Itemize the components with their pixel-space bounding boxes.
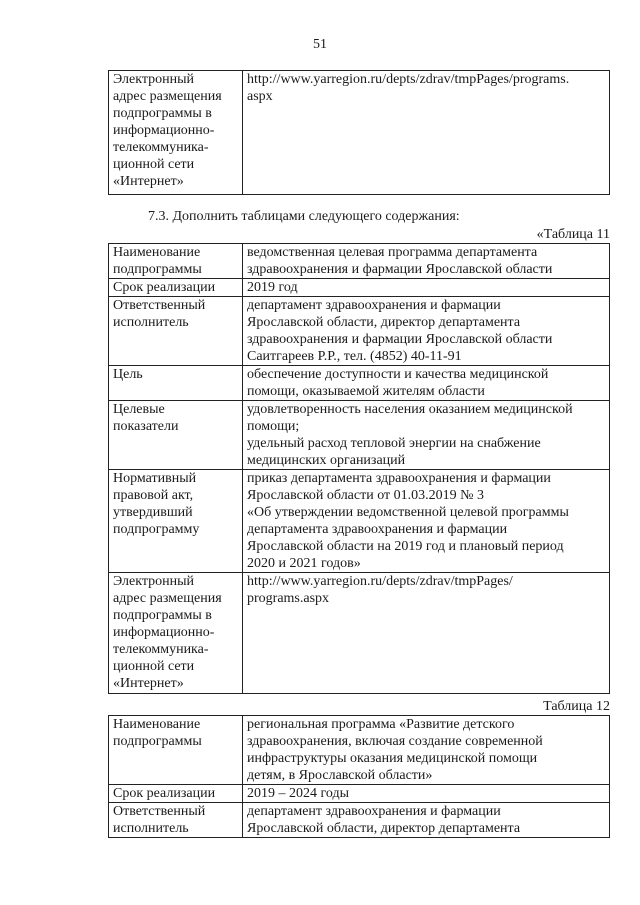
cell-text: Нормативный правовой акт, утвердивший подпрограмму: [113, 471, 200, 537]
table-cell-label: [109, 279, 243, 297]
table-row: [109, 244, 610, 279]
table-cell-value: [243, 785, 610, 803]
table-11: [108, 243, 610, 694]
table-row: [109, 803, 610, 838]
cell-text: Наименование подпрограммы: [113, 717, 202, 749]
table-row: [109, 71, 610, 195]
table-cell-value: [243, 297, 610, 366]
table-row: [109, 470, 610, 573]
table-cell-value: [243, 71, 610, 195]
table-row: [109, 279, 610, 297]
table-cell-label: [109, 716, 243, 785]
table-12: [108, 715, 610, 838]
table-cell-label: [109, 470, 243, 573]
table-cell-value: [243, 573, 610, 694]
cell-text: ведомственная целевая программа департамента здравоохранения и фармации Ярославской области: [247, 245, 553, 277]
table-cell-label: [109, 401, 243, 470]
cell-text: 2019 год: [247, 280, 298, 295]
table-cell-value: [243, 366, 610, 401]
cell-text: Целевые показатели: [113, 402, 179, 434]
table-cell-label: [109, 785, 243, 803]
cell-text: департамент здравоохранения и фармации Ярославской области, директор департамента: [247, 804, 521, 836]
table-cell-value: [243, 279, 610, 297]
table-cell-value: [243, 401, 610, 470]
page-number: 51: [313, 37, 327, 52]
table12-caption: Таблица 12: [543, 699, 610, 714]
table-row: [109, 785, 610, 803]
table-top: [108, 70, 610, 195]
table-cell-label: [109, 297, 243, 366]
cell-text: приказ департамента здравоохранения и фармации Ярославской области от 01.03.2019 № 3 «Об утверждении ведомственной целевой программы департамента здравоохранения и фармации Ярославской области на 2019 год и плановый период 2020 и 2021 годов»: [247, 471, 569, 571]
cell-text: региональная программа «Развитие детского здравоохранения, включая создание современной инфраструктуры оказания медицинской помощи детям, в Ярославской области»: [247, 717, 543, 783]
table-cell-value: [243, 716, 610, 785]
table-row: [109, 366, 610, 401]
cell-text: http://www.yarregion.ru/depts/zdrav/tmpPages/ programs.aspx: [247, 574, 513, 606]
table-row: [109, 401, 610, 470]
section-heading: 7.3. Дополнить таблицами следующего содержания:: [148, 209, 460, 224]
table11-caption: «Таблица 11: [536, 227, 610, 242]
cell-text: Электронный адрес размещения подпрограммы в информационно- телекоммуника- ционной сети «Интернет»: [113, 72, 222, 189]
table-row: [109, 573, 610, 694]
table-cell-label: [109, 244, 243, 279]
table-cell-label: [109, 573, 243, 694]
table-cell-label: [109, 366, 243, 401]
cell-text: обеспечение доступности и качества медицинской помощи, оказываемой жителям области: [247, 367, 549, 399]
cell-text: департамент здравоохранения и фармации Ярославской области, директор департамента здравоохранения и фармации Ярославской области Саитгареев Р.Р., тел. (4852) 40-11-91: [247, 298, 553, 364]
cell-text: http://www.yarregion.ru/depts/zdrav/tmpPages/programs. aspx: [247, 72, 570, 104]
cell-text: Ответственный исполнитель: [113, 298, 206, 330]
cell-text: Электронный адрес размещения подпрограммы в информационно- телекоммуника- ционной сети «Интернет»: [113, 574, 222, 691]
table-cell-value: [243, 470, 610, 573]
table-cell-value: [243, 244, 610, 279]
table-cell-value: [243, 803, 610, 838]
cell-text: 2019 – 2024 годы: [247, 786, 350, 801]
table-row: [109, 716, 610, 785]
cell-text: Цель: [113, 367, 143, 382]
cell-text: Срок реализации: [113, 786, 216, 801]
cell-text: удовлетворенность населения оказанием медицинской помощи; удельный расход тепловой энергии на снабжение медицинских организаций: [247, 402, 573, 468]
cell-text: Наименование подпрограммы: [113, 245, 202, 277]
table-cell-label: [109, 71, 243, 195]
table-row: [109, 297, 610, 366]
cell-text: Срок реализации: [113, 280, 216, 295]
table-cell-label: [109, 803, 243, 838]
cell-text: Ответственный исполнитель: [113, 804, 206, 836]
